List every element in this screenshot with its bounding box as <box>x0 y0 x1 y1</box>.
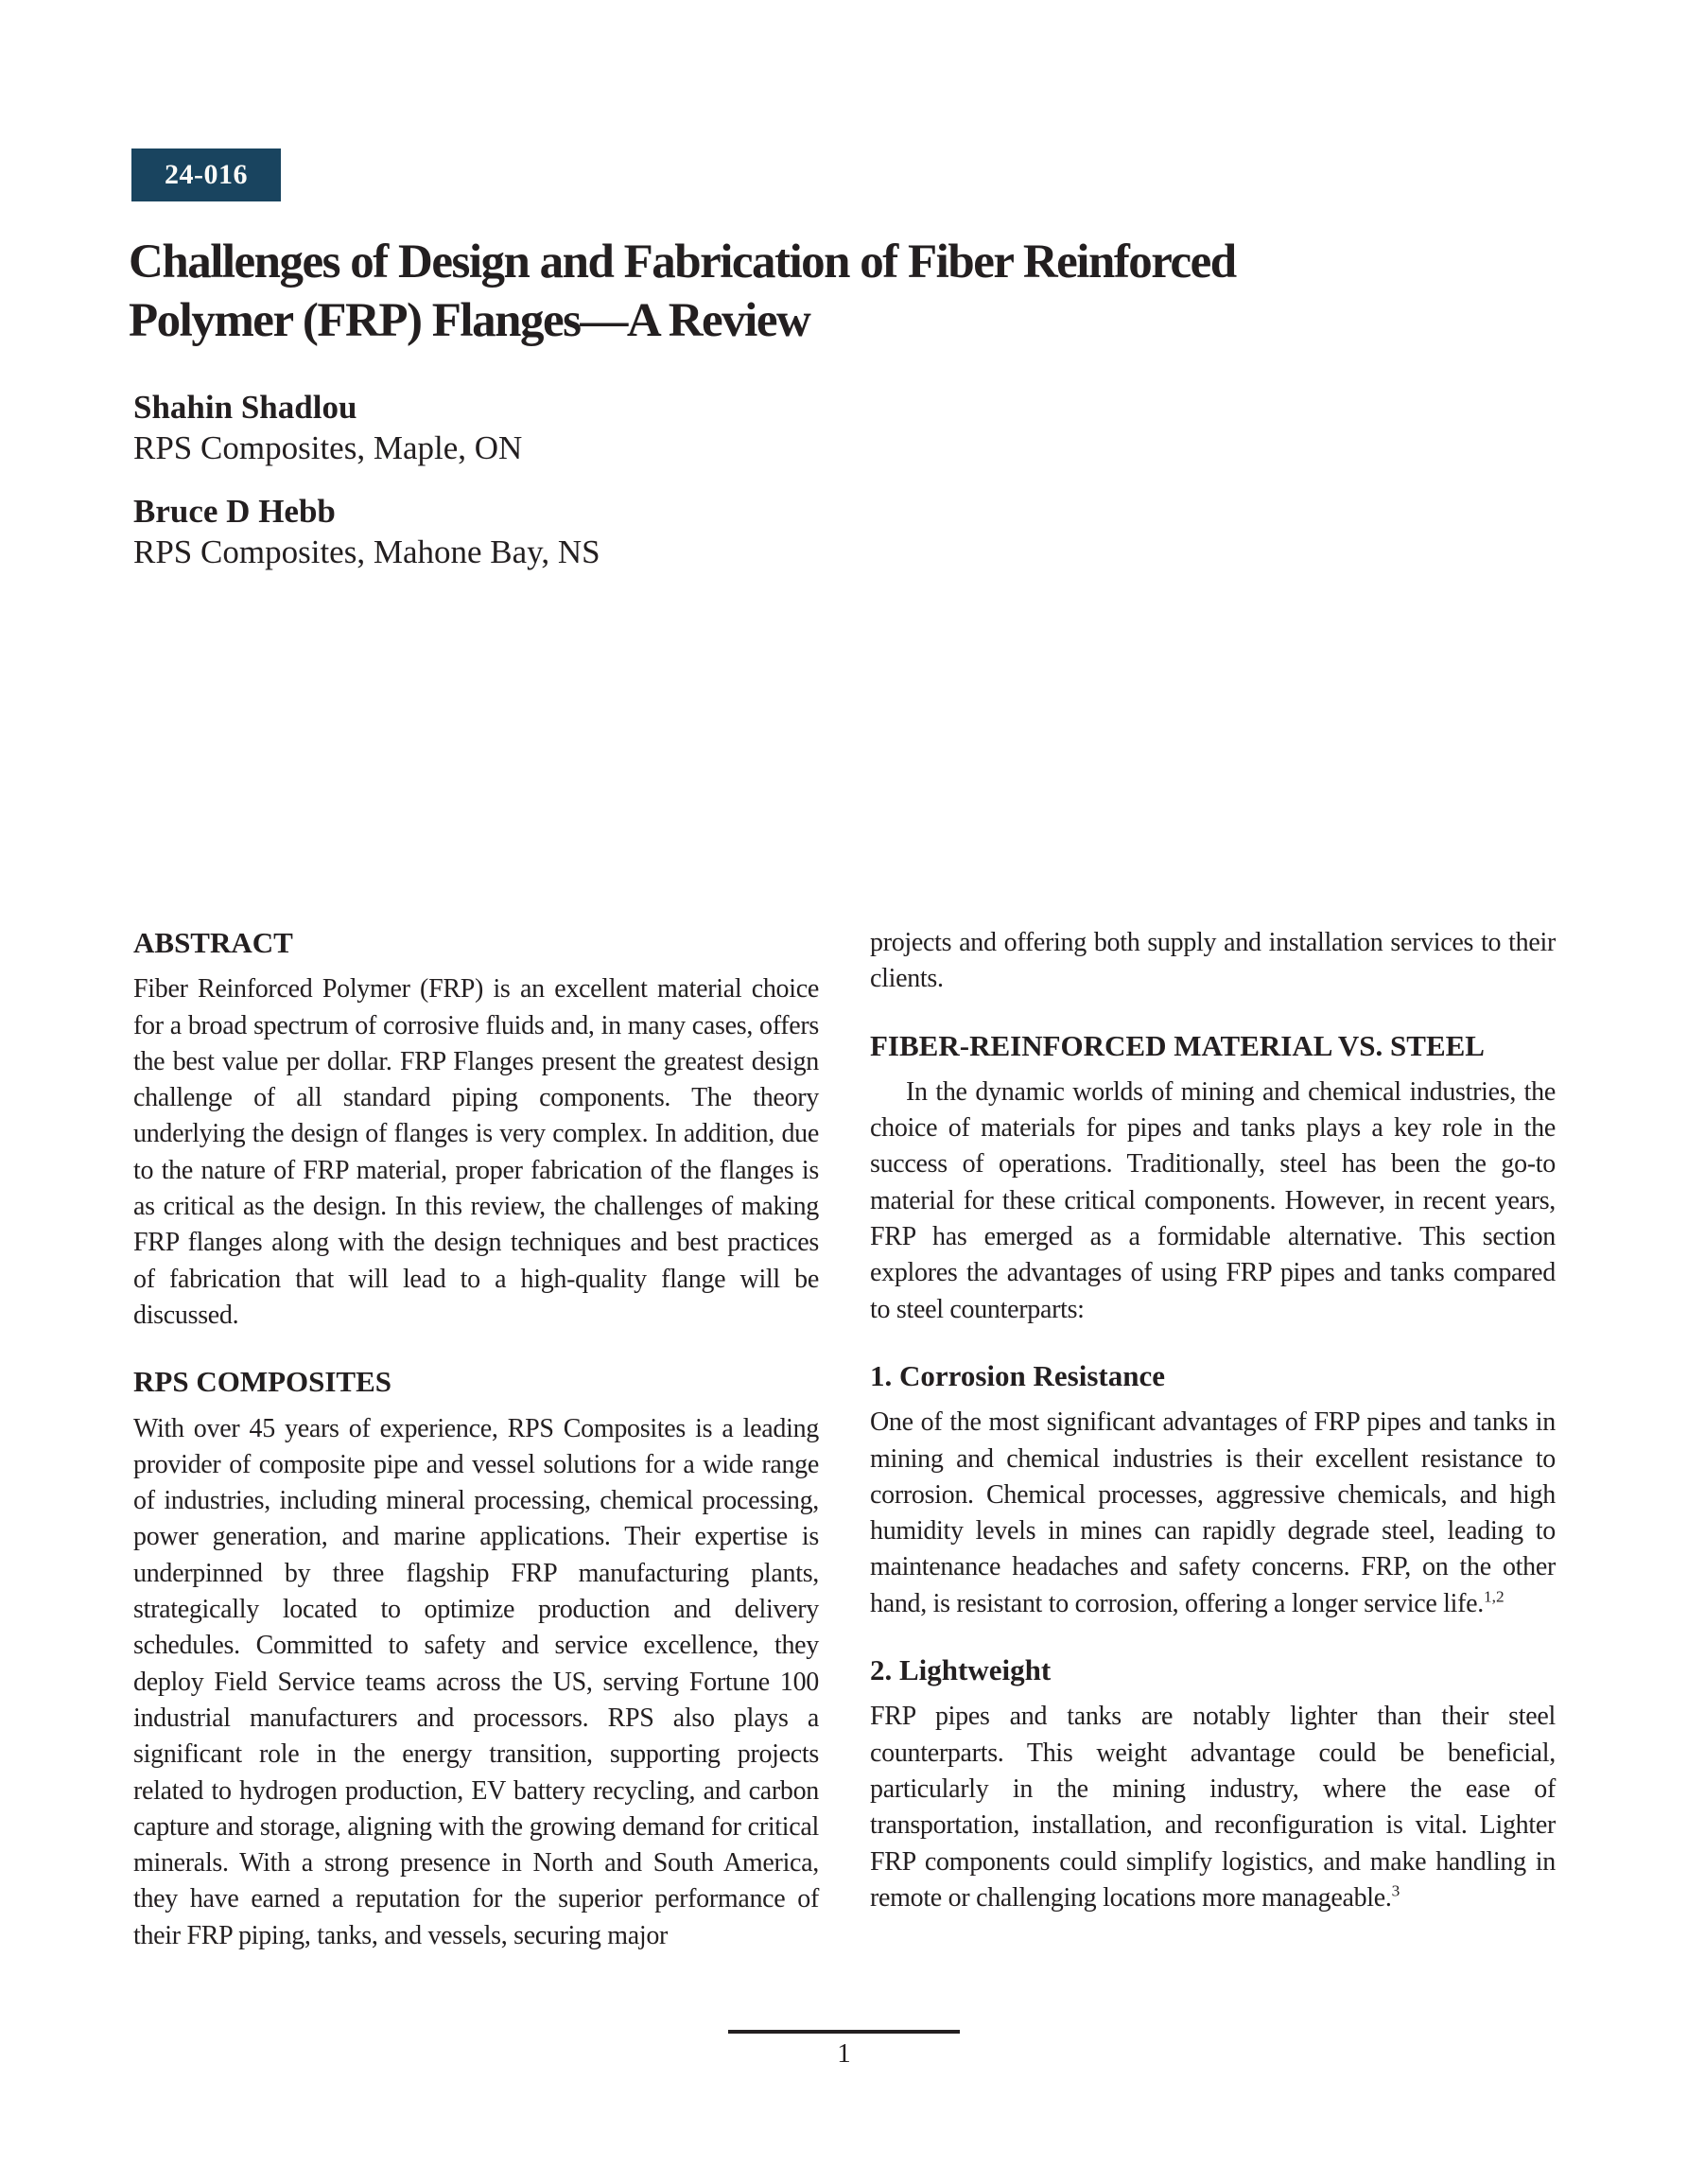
frp-vs-steel-heading: FIBER-REINFORCED MATERIAL VS. STEEL <box>870 1028 1485 1062</box>
lightweight-paragraph <box>870 1699 1556 1916</box>
author-name: Bruce D Hebb <box>133 493 336 530</box>
two-column-body <box>133 925 1556 1954</box>
continuation-paragraph: projects and offering both supply and installation services to their clients. <box>870 928 1556 994</box>
frp-vs-steel-intro-paragraph: In the dynamic worlds of mining and chemical industries, the choice of materials for pipes and tanks plays a key role in the success of operations. Traditionally, steel has been the go-to material for these critical components. However, in recent years, FRP has emerged as a formidable alternative. This section explores the advantages of using FRP pipes and tanks compared to steel counterparts: <box>870 1076 1556 1324</box>
lightweight-heading: 2. Lightweight <box>870 1653 1052 1687</box>
footnote-reference: 1,2 <box>1483 1587 1504 1606</box>
paper-number: 24-016 <box>165 159 248 190</box>
rps-composites-heading: RPS COMPOSITES <box>133 1365 392 1399</box>
author-affiliation: RPS Composites, Mahone Bay, NS <box>133 533 600 570</box>
author-name: Shahin Shadlou <box>133 389 357 426</box>
abstract-paragraph: Fiber Reinforced Polymer (FRP) is an excellent material choice for a broad spectrum of corrosive fluids and, in many cases, offers the best value per dollar. FRP Flanges present the greatest design challenge of all standard piping components. The theory underlying the design of flanges is very complex. In addition, due to the nature of FRP material, proper fabrication of the flanges is as critical as the design. In this review, the challenges of making FRP flanges along with the design techniques and best practices of fabrication that will lead to a high-quality flange will be discussed. <box>133 974 819 1330</box>
paper-title-line1: Challenges of Design and Fabrication of Fiber Reinforced <box>129 236 1236 288</box>
rps-composites-paragraph: With over 45 years of experience, RPS Composites is a leading provider of composite pipe and vessel solutions for a wide range of industries, including mineral processing, chemical processing, power generation, and marine applications. Their expertise is underpinned by three flagship FRP manufacturing plants, strategically located to optimize production and delivery schedules. Committed to safety and service excellence, they deploy Field Service teams across the US, serving Fortune 100 industrial manufacturers and processors. RPS also plays a significant role in the energy transition, supporting projects related to hydrogen production, EV battery recycling, and carbon capture and storage, aligning with the growing demand for critical minerals. With a strong presence in North and South America, they have earned a reputation for the superior performance of their FRP piping, tanks, and vessels, securing major <box>133 1413 819 1950</box>
corrosion-resistance-heading: 1. Corrosion Resistance <box>870 1358 1165 1392</box>
paper-title <box>129 233 1566 350</box>
left-column <box>133 925 819 1954</box>
corrosion-resistance-paragraph <box>870 1405 1556 1622</box>
right-column <box>870 925 1556 1954</box>
paper-number-badge <box>131 149 281 201</box>
lightweight-text: FRP pipes and tanks are notably lighter than their steel counterparts. This weight advantage could be beneficial, particularly in the mining industry, where the ease of transportation, installation, and reconfiguration is vital. Lighter FRP components could simplify logistics, and make handling in remote or challenging locations more manageable. <box>870 1702 1556 1913</box>
footer-rule <box>728 2030 960 2034</box>
corrosion-resistance-text: One of the most significant advantages of FRP pipes and tanks in mining and chemical industries is their excellent resistance to corrosion. Chemical processes, aggressive chemicals, and high humidity levels in mines can rapidly degrade steel, leading to maintenance headaches and safety concerns. FRP, on the other hand, is resistant to corrosion, offering a longer service life. <box>870 1407 1556 1618</box>
author-entry <box>133 387 984 468</box>
abstract-heading: ABSTRACT <box>133 926 293 959</box>
author-affiliation: RPS Composites, Maple, ON <box>133 429 523 466</box>
footnote-reference: 3 <box>1391 1881 1400 1900</box>
paper-title-line2: Polymer (FRP) Flanges—A Review <box>129 294 810 347</box>
author-list <box>133 387 984 595</box>
page-number: 1 <box>837 2038 851 2069</box>
author-entry <box>133 491 984 572</box>
